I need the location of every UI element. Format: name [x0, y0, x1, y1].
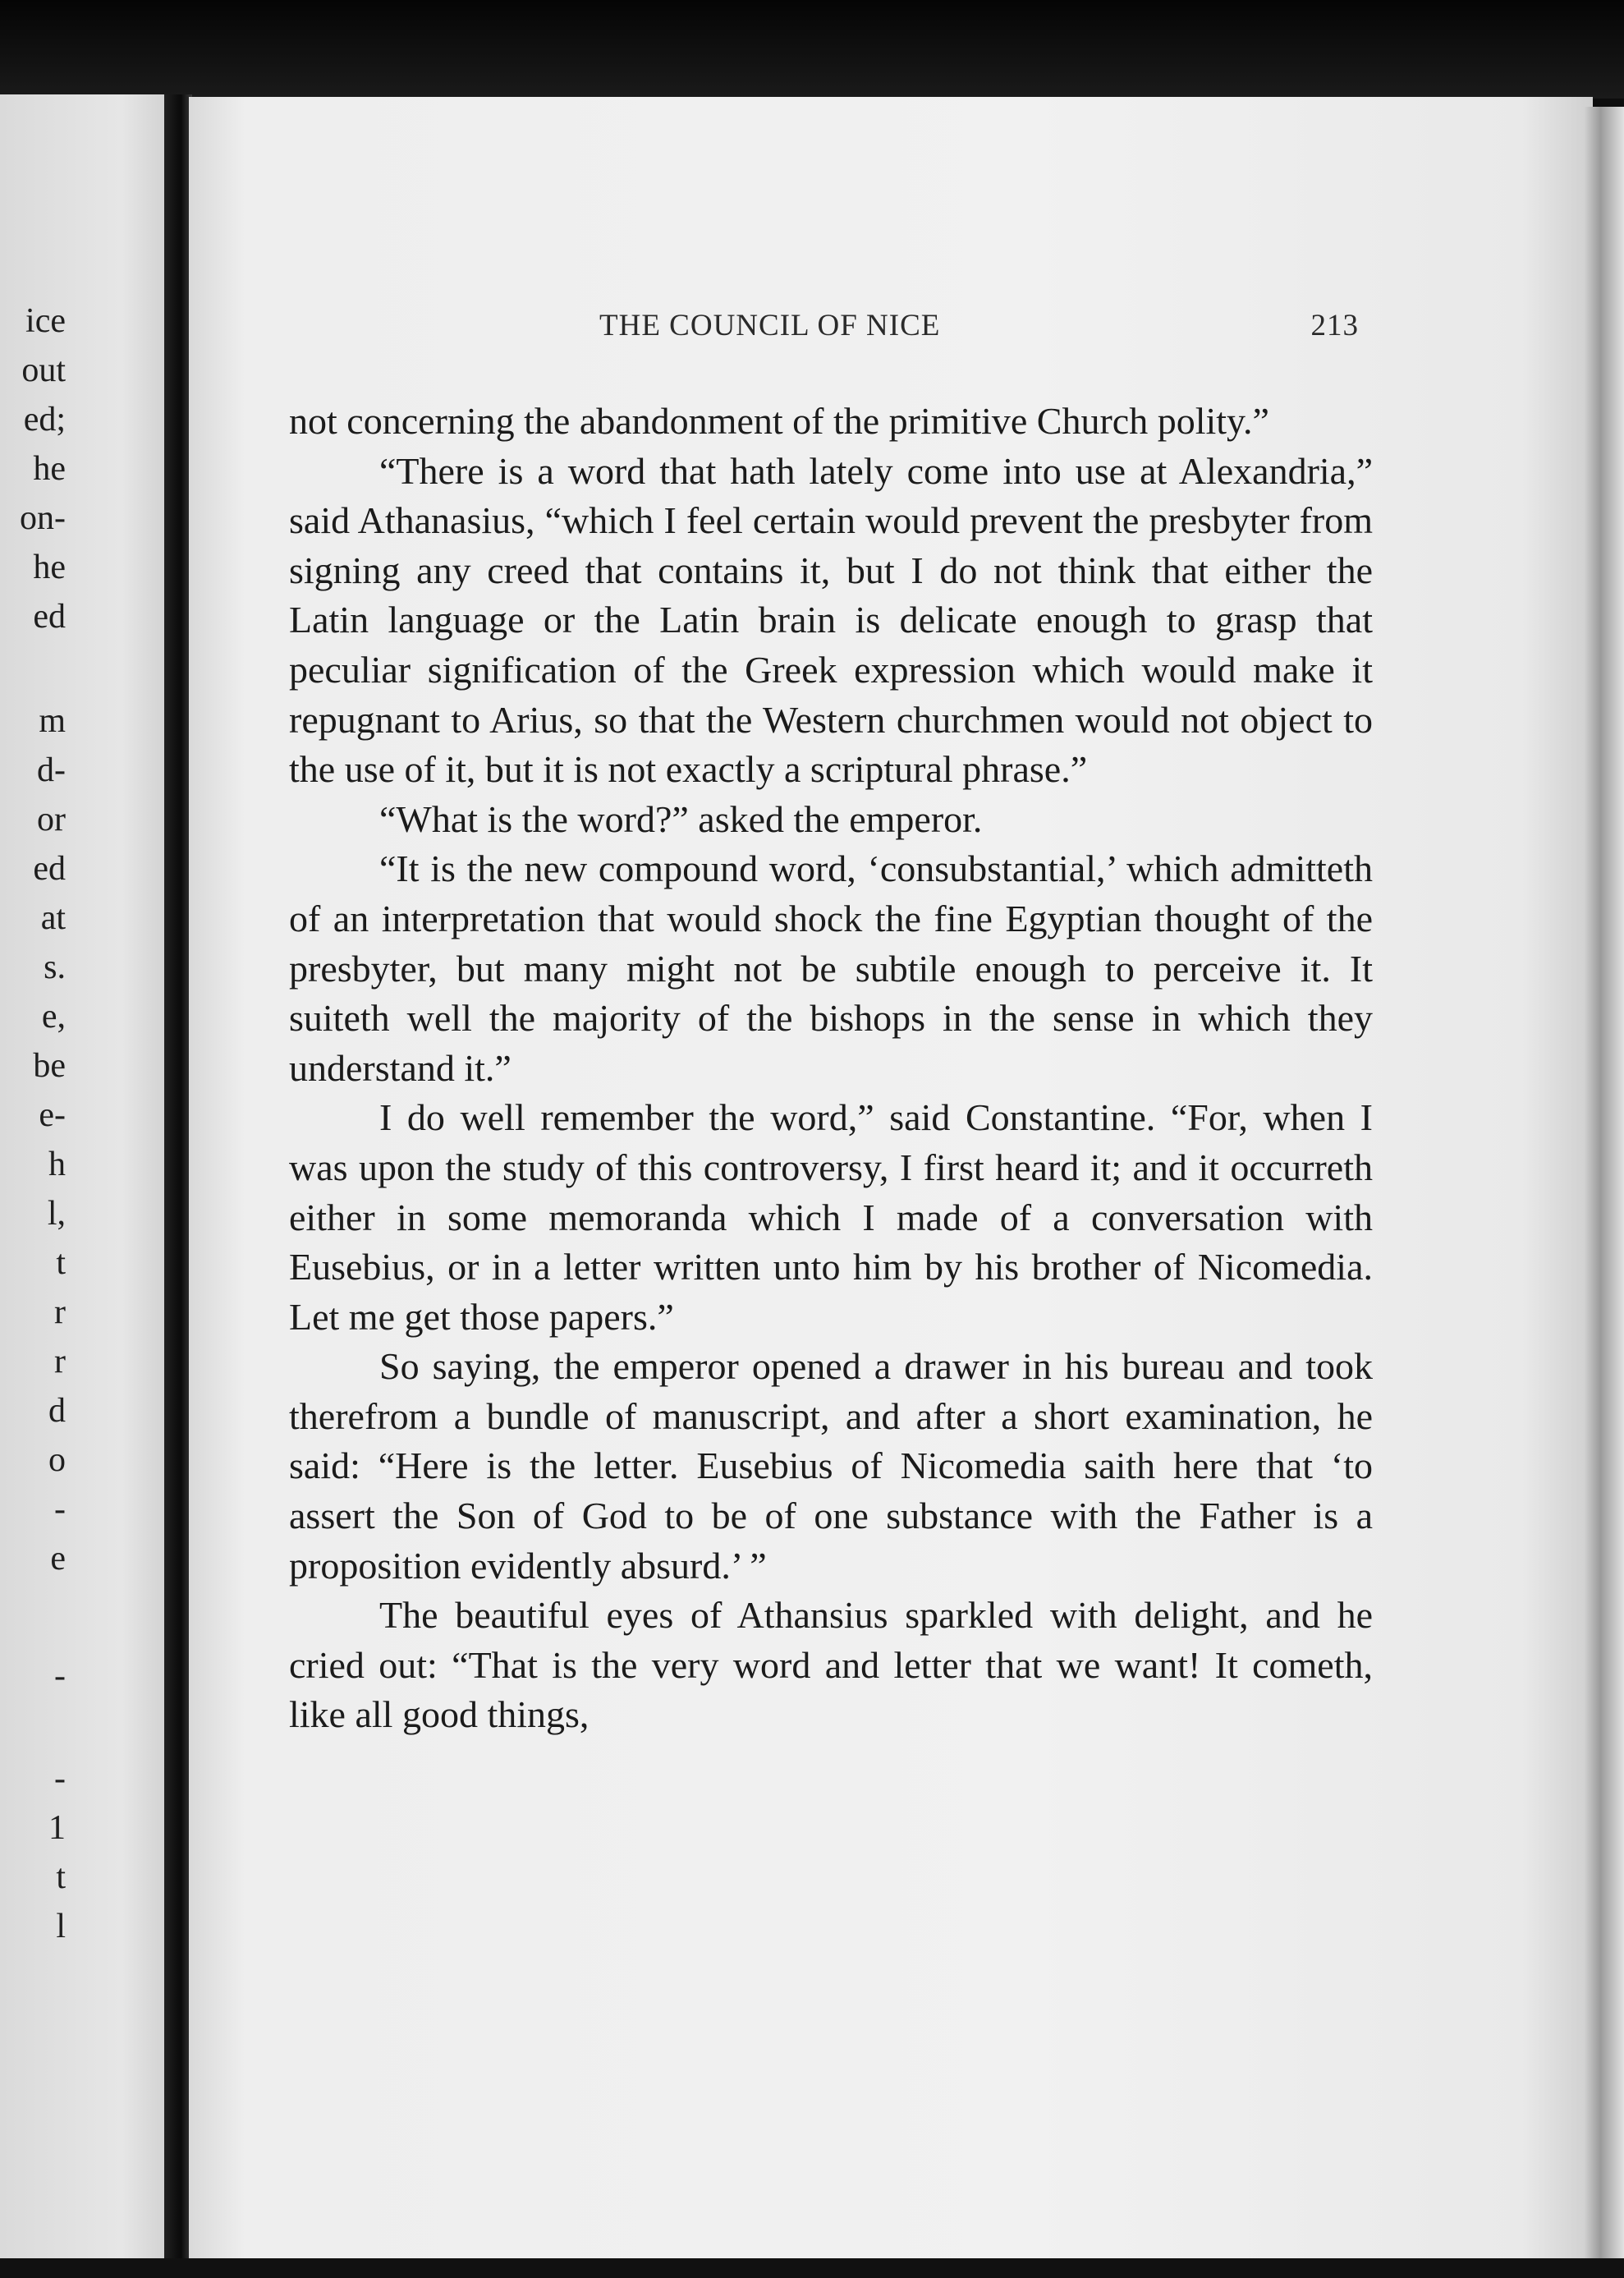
facing-page-fragment: o — [48, 1441, 66, 1479]
facing-page-fragment: ice — [25, 302, 66, 340]
facing-page-fragment: 1 — [48, 1809, 66, 1847]
paragraph: So saying, the emperor opened a drawer in his bureau and took therefrom a bundle of manuscript, and after a short examination, he said: “Here is the letter. Eusebius of Nicomedia saith here that ‘to assert the Son of God to be of one substance with the Father is a proposition evidently absurd.’ ” — [289, 1345, 1373, 1587]
paragraph: “What is the word?” asked the emperor. — [379, 797, 983, 840]
facing-page-fragment: m — [39, 702, 66, 740]
facing-page-fragment: or — [37, 801, 66, 838]
facing-page-fragment: he — [33, 549, 66, 586]
scan-bottom-border — [0, 2258, 1624, 2278]
facing-page-edge — [0, 94, 174, 2262]
paragraph: “There is a word that hath lately come into use at Alexandria,” said Athanasius, “which I feel certain would prevent the presbyter from signing any creed that contains it, but I do not think that either the Latin language or the Latin brain is delicate enough to grasp that peculiar signification of the Greek expression which would make it repugnant to Arius, so that the Western churchmen would not object to the use of it, but it is not exactly a scriptural phrase.” — [289, 449, 1373, 791]
facing-page-fragment: r — [54, 1293, 66, 1331]
facing-page-fragment: t — [56, 1858, 66, 1896]
scan-top-border — [0, 0, 1624, 99]
facing-page-fragment: e — [50, 1540, 66, 1578]
paragraph: The beautiful eyes of Athansius sparkled with delight, and he cried out: “That is the very word and letter that we want! It cometh, like all good things, — [289, 1594, 1373, 1736]
facing-page-fragment: ed; — [23, 401, 66, 439]
facing-page-fragment: r — [54, 1343, 66, 1380]
running-title: THE COUNCIL OF NICE — [599, 309, 941, 342]
paragraph: I do well remember the word,” said Constantine. “For, when I was upon the study of this controversy, I first heard it; and it occurreth either in some memoranda which I made of a conversation with Eusebius, or in a letter written unto him by his brother of Nicomedia. Let me get those papers.” — [289, 1096, 1373, 1338]
facing-page-fragment: he — [33, 450, 66, 488]
page-number: 213 — [1310, 309, 1359, 342]
facing-page-fragment: - — [54, 1490, 66, 1528]
facing-page-fragment: ed — [33, 598, 66, 636]
facing-page-fragment: h — [48, 1146, 66, 1183]
facing-page-fragment: s. — [44, 948, 66, 986]
facing-page-fragment: l — [56, 1908, 66, 1945]
facing-page-fragment: t — [56, 1244, 66, 1282]
facing-page-fragment: - — [54, 1760, 66, 1798]
page-header — [587, 308, 1367, 357]
facing-page-fragment: e- — [39, 1096, 66, 1134]
paragraph: not concerning the abandonment of the primitive Church polity.” — [289, 400, 1269, 442]
facing-page-fragment: ed — [33, 850, 66, 888]
facing-page-fragment: on- — [20, 499, 66, 537]
facing-page-fragment: out — [21, 351, 66, 389]
facing-page-fragment: at — [40, 899, 66, 937]
facing-page-fragment: l, — [47, 1195, 66, 1233]
body-text — [289, 397, 1373, 1740]
book-gutter — [164, 94, 192, 2262]
facing-page-fragment: e, — [41, 998, 66, 1036]
facing-page-fragment: d- — [37, 751, 66, 789]
page-edge-right — [1585, 107, 1624, 2267]
facing-page-fragment: be — [33, 1047, 66, 1085]
paragraph: “It is the new compound word, ‘consubstantial,’ which admitteth of an interpretation that would shock the fine Egyptian thought of the presbyter, but many might not be subtile enough to perceive it. It suiteth well the majority of the bishops in the sense in which they understand it.” — [289, 847, 1373, 1089]
facing-page-fragment: d — [48, 1392, 66, 1430]
facing-page-fragment: - — [54, 1657, 66, 1695]
